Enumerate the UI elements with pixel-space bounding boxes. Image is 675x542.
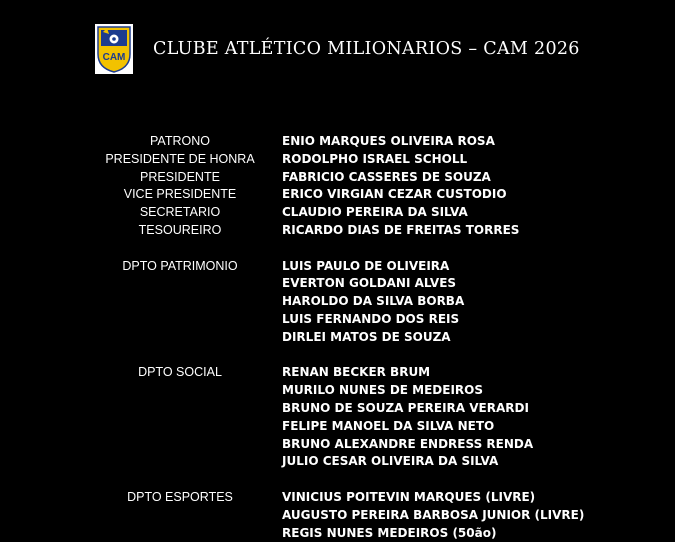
member-name: RICARDO DIAS DE FREITAS TORRES <box>282 222 520 237</box>
board-row <box>0 453 675 471</box>
board-row <box>0 222 675 240</box>
member-name: CLAUDIO PEREIRA DA SILVA <box>282 205 468 220</box>
role-label <box>90 275 270 293</box>
board-row <box>0 507 675 525</box>
role-label <box>90 436 270 454</box>
member-name: AUGUSTO PEREIRA BARBOSA JUNIOR (LIVRE) <box>282 507 585 522</box>
member-name: HAROLDO DA SILVA BORBA <box>282 294 465 309</box>
member-name: RODOLPHO ISRAEL SCHOLL <box>282 151 468 166</box>
role-label <box>90 418 270 436</box>
board-row <box>0 204 675 222</box>
page-title: CLUBE ATLÉTICO MILIONARIOS – CAM 2026 <box>153 39 580 59</box>
role-label <box>90 329 270 347</box>
board-row <box>0 151 675 169</box>
role-label: SECRETARIO <box>139 205 221 220</box>
role-label <box>90 507 270 525</box>
board-row <box>0 329 675 347</box>
member-name: RENAN BECKER BRUM <box>282 365 431 380</box>
board-row <box>0 525 675 542</box>
member-name: ERICO VIRGIAN CEZAR CUSTODIO <box>282 187 507 202</box>
member-name: BRUNO ALEXANDRE ENDRESS RENDA <box>282 436 534 451</box>
board-row <box>0 186 675 204</box>
group-spacer <box>0 347 675 365</box>
board-row <box>0 436 675 454</box>
board-row <box>0 133 675 151</box>
role-label: VICE PRESIDENTE <box>123 187 237 202</box>
member-name: DIRLEI MATOS DE SOUZA <box>282 329 451 344</box>
role-label <box>90 293 270 311</box>
role-label: DPTO PATRIMONIO <box>122 258 238 273</box>
role-label: DPTO ESPORTES <box>127 489 233 504</box>
board-row <box>0 275 675 293</box>
board-row <box>0 364 675 382</box>
board-row <box>0 311 675 329</box>
member-name: LUIS FERNANDO DOS REIS <box>282 311 460 326</box>
member-name: ENIO MARQUES OLIVEIRA ROSA <box>282 134 495 148</box>
member-name: MURILO NUNES DE MEDEIROS <box>282 383 484 398</box>
board-row <box>0 489 675 507</box>
board-row <box>0 293 675 311</box>
role-label <box>90 382 270 400</box>
club-crest-icon <box>95 24 133 74</box>
board-row <box>0 418 675 436</box>
role-label: TESOUREIRO <box>138 222 222 237</box>
member-name: VINICIUS POITEVIN MARQUES (LIVRE) <box>282 489 536 504</box>
member-name: EVERTON GOLDANI ALVES <box>282 276 457 291</box>
role-label <box>90 453 270 471</box>
logo-text: CAM <box>102 52 126 63</box>
group-spacer <box>0 471 675 489</box>
member-name: BRUNO DE SOUZA PEREIRA VERARDI <box>282 400 529 415</box>
role-label: PRESIDENTE <box>140 169 220 184</box>
role-label <box>90 525 270 542</box>
board-row <box>0 400 675 418</box>
board-row <box>0 382 675 400</box>
role-label: PRESIDENTE DE HONRA <box>105 151 255 166</box>
member-name: JULIO CESAR OLIVEIRA DA SILVA <box>282 454 499 469</box>
member-name: REGIS NUNES MEDEIROS (50ão) <box>282 525 497 540</box>
board-row <box>0 258 675 276</box>
group-spacer <box>0 240 675 258</box>
member-name: FABRICIO CASSERES DE SOUZA <box>282 169 491 184</box>
page-header <box>95 23 580 75</box>
member-name: LUIS PAULO DE OLIVEIRA <box>282 258 450 273</box>
role-label: DPTO SOCIAL <box>138 365 222 380</box>
role-label: PATRONO <box>150 134 210 148</box>
member-name: FELIPE MANOEL DA SILVA NETO <box>282 418 495 433</box>
board-list <box>0 133 675 542</box>
board-row <box>0 169 675 187</box>
role-label <box>90 311 270 329</box>
role-label <box>90 400 270 418</box>
